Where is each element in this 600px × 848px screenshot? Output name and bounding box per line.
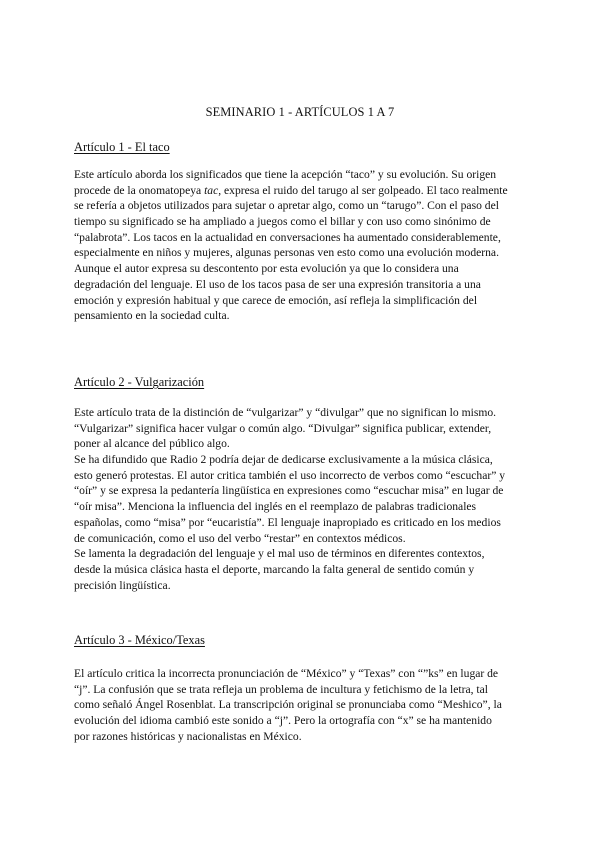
text-line: “j”. La confusión que se trata refleja un problema de incultura y fetichismo de la letra, tal: [74, 682, 488, 696]
text-line: tiempo su significado se ha ampliado a juegos como el billar y con uso como sinónimo de: [74, 215, 491, 229]
text-line: “oír” y se expresa la pedantería lingüística en expresiones como “escuchar misa” en lugar de: [74, 484, 504, 498]
text-line: por razones históricas y nacionalistas en México.: [74, 729, 302, 743]
text-line: de comunicación, como el uso del verbo “restar” en contextos médicos.: [74, 531, 406, 545]
text-line: “oír misa”. Menciona la influencia del inglés en el reemplazo de palabras tradicionales: [74, 500, 477, 514]
text-line: especialmente en niños y mujeres, algunas personas ven esto como una evolución moderna.: [74, 246, 499, 260]
text-line: desde la música clásica hasta el deporte, marcando la falta general de sentido común y: [74, 562, 475, 576]
text-line: Se lamenta la degradación del lenguaje y el mal uso de términos en diferentes contextos,: [74, 547, 485, 561]
text-line: esto generó protestas. El autor critica también el uso incorrecto de verbos como “escuchar” y: [74, 468, 506, 482]
section-3-paragraph: [74, 666, 534, 744]
text-line: “Vulgarizar” significa hacer vulgar o común algo. “Divulgar” significa publicar, extender,: [74, 421, 492, 435]
text-line: Este artículo aborda los significados que tiene la acepción “taco” y su evolución. Su origen: [74, 168, 497, 181]
text-line: españolas, como “misa” por “eucaristía”. El lenguaje inapropiado es criticado en los medios: [74, 515, 501, 529]
text-line: degradación del lenguaje. El uso de los tacos pasa de ser una expresión transitoria a una: [74, 277, 481, 291]
section-heading-3: Artículo 3 - México/Texas: [74, 633, 205, 647]
text-fragment: , expresa el ruido del tarugo al ser golpeado. El taco realmente: [218, 183, 508, 197]
section-heading-1: Artículo 1 - El taco: [74, 140, 170, 154]
text-line: Aunque el autor expresa su descontento por esta evolución ya que lo considera una: [74, 262, 459, 276]
text-line: El artículo critica la incorrecta pronunciación de “México” y “Texas” con “”ks” en lugar de: [74, 667, 499, 680]
text-line: Se ha difundido que Radio 2 podría dejar de dedicarse exclusivamente a la música clásica,: [74, 453, 493, 467]
text-line: se refería a objetos utilizados para sujetar o apretar algo, como un “tarugo”. Con el paso del: [74, 199, 499, 213]
text-fragment: procede de la onomatopeya: [74, 183, 205, 197]
text-line: evolución del idioma cambió este sonido a “j”. Pero la ortografía con “x” se ha mantenido: [74, 714, 492, 728]
italic-term: tac: [204, 183, 219, 197]
text-line: precisión lingüística.: [74, 578, 171, 592]
text-line: [74, 183, 534, 199]
section-2-paragraph: [74, 405, 534, 593]
text-line: “palabrota”. Los tacos en la actualidad en conversaciones ha aumentado considerablemente,: [74, 230, 501, 244]
text-line: Este artículo trata de la distinción de “vulgarizar” y “divulgar” que no significan lo mismo.: [74, 406, 497, 419]
text-line: emoción y expresión habitual y que carece de emoción, así refleja la simplificación del: [74, 293, 478, 307]
text-line: poner al alcance del público algo.: [74, 437, 230, 451]
section-heading-2: Artículo 2 - Vulgarización: [74, 375, 205, 389]
text-line: como señaló Ángel Rosenblat. La transcripción original se pronunciaba como “Meshico”, la: [74, 698, 502, 712]
document-title: SEMINARIO 1 - ARTÍCULOS 1 A 7: [205, 105, 395, 119]
text-line: pensamiento en la sociedad culta.: [74, 309, 230, 323]
section-1-paragraph: [74, 167, 534, 324]
